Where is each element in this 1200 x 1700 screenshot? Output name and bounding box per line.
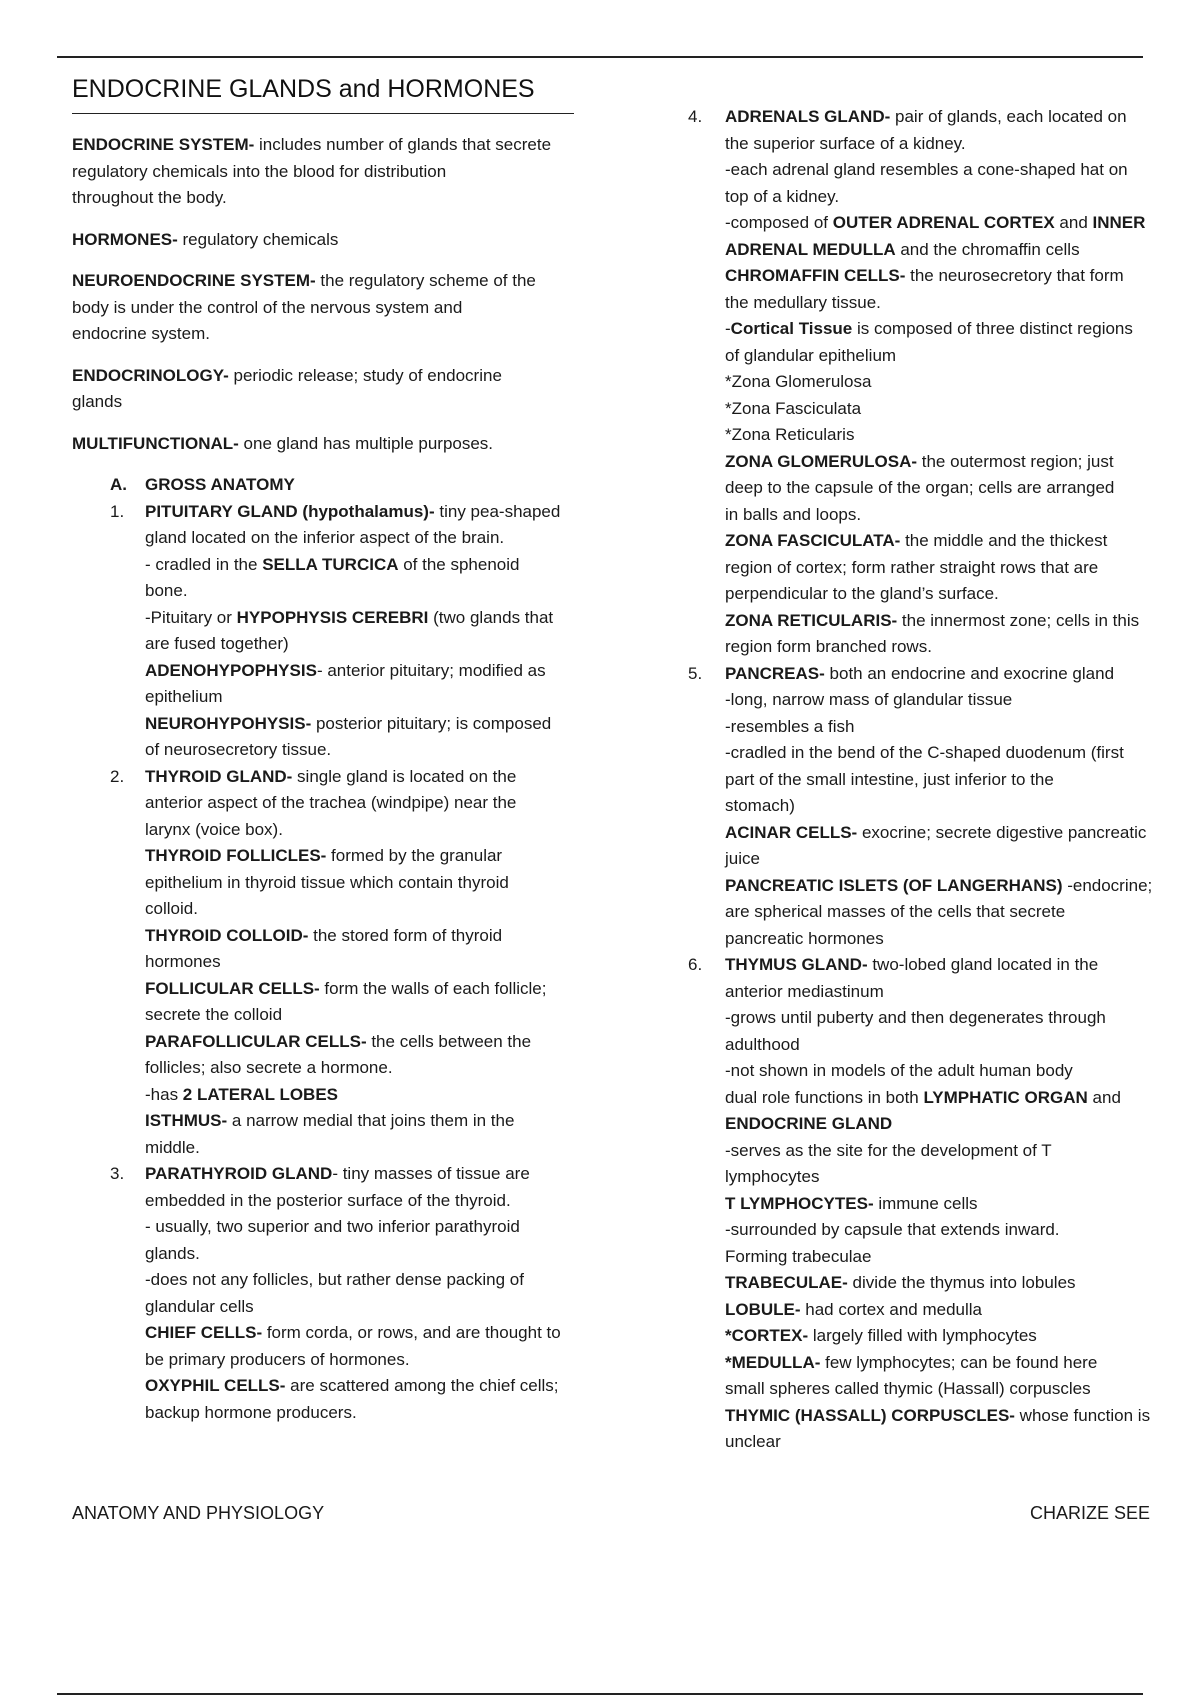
- right-column: [688, 104, 1172, 1456]
- item-pancreas: 5. PANCREAS- both an endocrine and exocrine gland -long, narrow mass of glandular tissue -resembles a fish -cradled in the bend of the C-shaped duodenum (first part of the small intestine, just inferior to the stomach) ACINAR CELLS- exocrine; secrete digestive pancreatic juice PANCREATIC ISLETS (OF LANGERHANS) -endocrine; are spherical masses of the cells that secrete pancreatic hormones: [688, 663, 1153, 948]
- item-thymus-gland: 6. THYMUS GLAND- two-lobed gland located in the anterior mediastinum -grows until puberty and then degenerates through adulthood -not shown in models of the adult human body dual role functions in both LYMPHATIC ORGAN and ENDOCRINE GLAND -serves as the site for the development of T lymphocytes T LYMPHOCYTES- immune cells -surrounded by capsule that extends inward. Forming trabeculae TRABECULAE- divide the thymus into lobules LOBULE- had cortex and medulla *CORTEX- largely filled with lymphocytes *MEDULLA- few lymphocytes; can be found here small spheres called thymic (Hassall) corpuscles THYMIC (HASSALL) CORPUSCLES- whose function is unclear: [688, 955, 1151, 1451]
- definition-multifunctional: MULTIFUNCTIONAL- one gland has multiple purposes.: [72, 433, 494, 453]
- definition-endocrine-system: ENDOCRINE SYSTEM- includes number of glands that secrete regulatory chemicals into the blood for distribution throughout the body.: [72, 135, 552, 207]
- footer-course-label: ANATOMY AND PHYSIOLOGY: [72, 1503, 325, 1523]
- item-pituitary-gland: 1. PITUITARY GLAND (hypothalamus)- tiny pea-shaped gland located on the inferior aspect of the brain. - cradled in the SELLA TURCICA of the sphenoid bone. -Pituitary or HYPOPHYSIS CEREBRI (two glands that are fused together) ADENOHYPOPHYSIS- anterior pituitary; modified as epithelium NEUROHYPOHYSIS- posterior pituitary; is composed of neurosecretory tissue.: [110, 501, 561, 759]
- top-rule: [57, 56, 1143, 58]
- title-underline: [72, 113, 574, 114]
- footer-author-name: CHARIZE SEE: [1029, 1503, 1150, 1523]
- left-column: [72, 70, 592, 1426]
- section-gross-anatomy: A. GROSS ANATOMY: [110, 475, 295, 494]
- item-adrenal-gland: 4. ADRENALS GLAND- pair of glands, each located on the superior surface of a kidney. -each adrenal gland resembles a cone-shaped hat on top of a kidney. -composed of OUTER ADRENAL CORTEX and INNER ADRENAL MEDULLA and the chromaffin cells CHROMAFFIN CELLS- the neurosecretory that form the medullary tissue. -Cortical Tissue is composed of three distinct regions of glandular epithelium *Zona Glomerulosa *Zona Fasciculata *Zona Reticularis ZONA GLOMERULOSA- the outermost region; just deep to the capsule of the organ; cells are arranged in balls and loops. ZONA FASCICULATA- the middle and the thickest region of cortex; form rather straight rows that are perpendicular to the gland’s surface. ZONA RETICULARIS- the innermost zone; cells in this region form branched rows.: [688, 107, 1146, 656]
- definition-neuroendocrine: NEUROENDOCRINE SYSTEM- the regulatory scheme of the body is under the control of the nervous system and endocrine system.: [72, 271, 536, 343]
- item-thyroid-gland: 2. THYROID GLAND- single gland is located on the anterior aspect of the trachea (windpipe) near the larynx (voice box). THYROID FOLLICLES- formed by the granular epithelium in thyroid tissue which contain thyroid colloid. THYROID COLLOID- the stored form of thyroid hormones FOLLICULAR CELLS- form the walls of each follicle; secrete the colloid PARAFOLLICULAR CELLS- the cells between the follicles; also secrete a hormone. -has 2 LATERAL LOBES ISTHMUS- a narrow medial that joins them in the middle.: [110, 766, 547, 1157]
- bottom-rule: [57, 1693, 1143, 1695]
- page-title: ENDOCRINE GLANDS and HORMONES: [72, 75, 535, 103]
- definition-hormones: HORMONES- regulatory chemicals: [72, 229, 339, 249]
- item-parathyroid-gland: 3. PARATHYROID GLAND- tiny masses of tissue are embedded in the posterior surface of the thyroid. - usually, two superior and two inferior parathyroid glands. -does not any follicles, but rather dense packing of glandular cells CHIEF CELLS- form corda, or rows, and are thought to be primary producers of hormones. OXYPHIL CELLS- are scattered among the chief cells; backup hormone producers.: [110, 1164, 561, 1422]
- definition-endocrinology: ENDOCRINOLOGY- periodic release; study of endocrine glands: [72, 365, 502, 411]
